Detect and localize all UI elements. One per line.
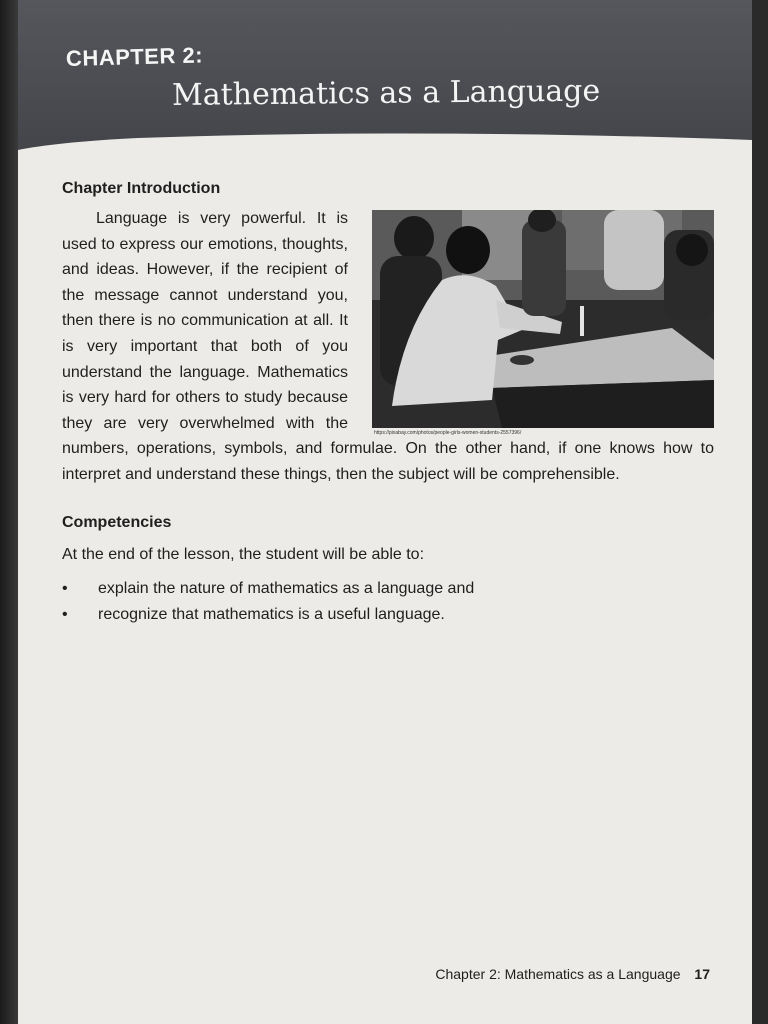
competencies-heading: Competencies	[62, 513, 172, 531]
competencies-lead: At the end of the lesson, the student will be able to:	[62, 545, 425, 563]
competencies-section	[62, 514, 714, 628]
page-number: 17	[694, 966, 710, 982]
list-item	[62, 602, 714, 628]
competencies-list	[62, 576, 714, 628]
document-page	[18, 0, 752, 1024]
page-content	[62, 180, 714, 628]
bullet-glyph: •	[62, 579, 68, 597]
running-title: Chapter 2: Mathematics as a Language	[435, 966, 681, 982]
photo-illustration	[372, 210, 714, 428]
competency-text: recognize that mathematics is a useful language.	[98, 605, 445, 623]
chapter-introduction-section	[62, 180, 714, 488]
bullet-glyph: •	[62, 605, 68, 623]
page-footer	[435, 966, 710, 982]
chapter-label: CHAPTER 2:	[65, 42, 204, 71]
chapter-title: Mathematics as a Language	[171, 73, 601, 113]
chapter-banner	[18, 0, 752, 150]
photo-credit: https://pixabay.com/photos/people-girls-women-students-2557396/	[374, 430, 522, 436]
students-photo	[372, 210, 714, 436]
intro-paragraph: Language is very powerful. It is used to express our emotions, thoughts, and ideas. However, if the recipient of the message cannot understand you, then there is no communication at all. It is very important that both of you understand the language. Mathematics is very hard for others to study because they are very overwhelmed with the numbers, operations, symbols, and formulae. On the other hand, if one knows how to interpret and understand these things, then the subject will be comprehensible.	[62, 210, 714, 483]
page-binding-shadow	[0, 0, 18, 1024]
intro-heading: Chapter Introduction	[62, 180, 221, 197]
list-item	[62, 576, 714, 602]
competency-text: explain the nature of mathematics as a language and	[98, 579, 475, 597]
